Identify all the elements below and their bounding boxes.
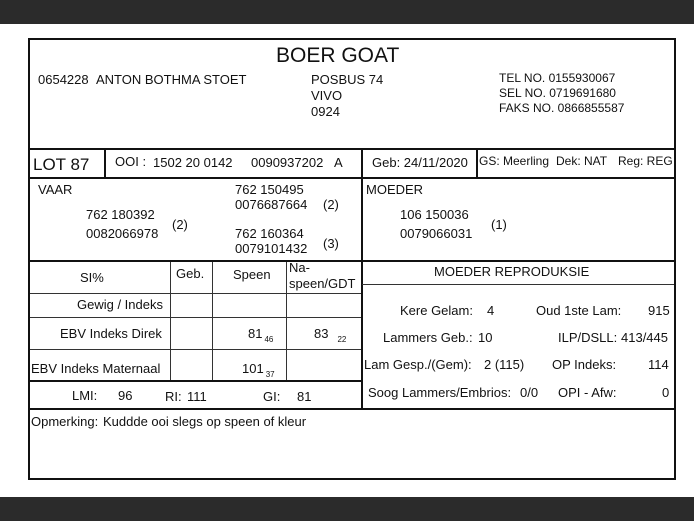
geb-header: Geb. — [176, 266, 205, 281]
lam-gesp-label: Lam Gesp./(Gem): — [364, 357, 472, 372]
owner-name: ANTON BOTHMA STOET — [96, 72, 247, 87]
speen-header: Speen — [233, 267, 271, 282]
lmi-label: LMI: — [72, 388, 98, 403]
lam-gesp-value: 2 (115) — [484, 357, 525, 372]
ilp-dsll-label: ILP/DSLL: — [558, 330, 618, 345]
paternal-grandsire-number: 762 150495 — [235, 182, 304, 197]
remark-label: Opmerking: — [31, 414, 99, 429]
soog-lammers-value: 0/0 — [520, 385, 539, 400]
sire-id: 0082066978 — [86, 226, 159, 241]
dek-value: Dek: NAT — [556, 154, 608, 168]
lot-number: LOT 87 — [33, 155, 90, 174]
ebv-direct-speen: 81 $_{46}$ — [248, 326, 274, 344]
sire-mark: (2) — [172, 217, 188, 232]
dam-mark: (1) — [491, 217, 507, 232]
oud-1ste-lam-value: 915 — [648, 303, 670, 318]
reg-value: Reg: REG — [618, 154, 673, 168]
lammers-geb-value: 10 — [478, 330, 493, 345]
fax-number: FAKS NO. 0866855587 — [499, 101, 625, 115]
reproduction-title: MOEDER REPRODUKSIE — [434, 264, 590, 279]
lot-row-bottom-border — [28, 177, 676, 179]
ooi-grade: A — [334, 155, 343, 170]
birth-divider — [361, 148, 363, 179]
kere-gelam-label: Kere Gelam: — [400, 303, 473, 318]
tel-number: TEL NO. 0155930067 — [499, 71, 616, 85]
address-line-3: 0924 — [311, 104, 340, 119]
paternal-grandsire-mark: (2) — [323, 197, 339, 212]
si-header: SI% — [80, 270, 104, 285]
gi-label: GI: — [263, 389, 281, 404]
gs-value: GS: Meerling — [479, 154, 550, 168]
soog-lammers-label: Soog Lammers/Embrios: — [368, 385, 512, 400]
address-line-2: VIVO — [311, 88, 343, 103]
op-indeks-label: OP Indeks: — [552, 357, 617, 372]
paternal-granddam-id: 0079101432 — [235, 241, 308, 256]
reproduction-title-border — [362, 284, 674, 285]
ooi-id: 0090937202 — [251, 155, 324, 170]
sire-number: 762 180392 — [86, 207, 155, 222]
paternal-granddam-number: 762 160364 — [235, 226, 304, 241]
bottom-bar — [0, 497, 694, 521]
birth-date: Geb: 24/11/2020 — [372, 155, 468, 170]
page-title: BOER GOAT — [276, 44, 400, 67]
owner-code: 0654228 — [38, 72, 89, 87]
dam-id: 0079066031 — [400, 226, 473, 241]
dam-number: 106 150036 — [400, 207, 469, 222]
ebv-maternal-speen: 101 $_{37}$ — [242, 361, 275, 379]
opi-afw-value: 0 — [662, 385, 670, 400]
top-bar — [0, 0, 694, 24]
ilp-dsll-value: 413/445 — [621, 330, 668, 345]
paternal-granddam-mark: (3) — [323, 236, 339, 251]
opi-afw-label: OPI - Afw: — [558, 385, 617, 400]
naspeen-header-line-1: Na- — [289, 260, 310, 275]
naspeen-header-line-2: speen/GDT — [289, 276, 356, 291]
pedigree-divider — [361, 177, 363, 261]
gi-value: 81 — [297, 389, 312, 404]
gs-divider — [476, 148, 478, 179]
sire-label: VAAR — [38, 182, 73, 197]
cell-number: SEL NO. 0719691680 — [499, 86, 616, 100]
pedigree-bottom-border — [28, 260, 676, 262]
indices-bottom-border — [28, 408, 676, 410]
lmi-value: 96 — [118, 388, 133, 403]
ri-label: RI: — [165, 389, 182, 404]
remark-text: Kuddde ooi slegs op speen of kleur — [103, 414, 307, 429]
address-line-1: POSBUS 74 — [311, 72, 384, 87]
ebv-direct-naspeen: 83 $_{22}$ — [314, 326, 347, 344]
lammers-geb-label: Lammers Geb.: — [383, 330, 473, 345]
ri-value: 111 — [187, 389, 207, 404]
row-ebv-direct-label: EBV Indeks Direk — [60, 326, 162, 341]
ooi-label: OOI : — [115, 154, 147, 169]
lot-divider — [104, 148, 106, 179]
lot-row-top-border — [28, 148, 676, 150]
row-weight-label: Gewig / Indeks — [77, 297, 163, 312]
paternal-grandsire-id: 0076687664 — [235, 197, 308, 212]
kere-gelam-value: 4 — [487, 303, 495, 318]
dam-label: MOEDER — [366, 182, 424, 197]
oud-1ste-lam-label: Oud 1ste Lam: — [536, 303, 622, 318]
op-indeks-value: 114 — [648, 357, 669, 372]
ooi-number: 1502 20 0142 — [153, 155, 233, 170]
row-ebv-maternal-label: EBV Indeks Maternaal — [31, 361, 161, 376]
